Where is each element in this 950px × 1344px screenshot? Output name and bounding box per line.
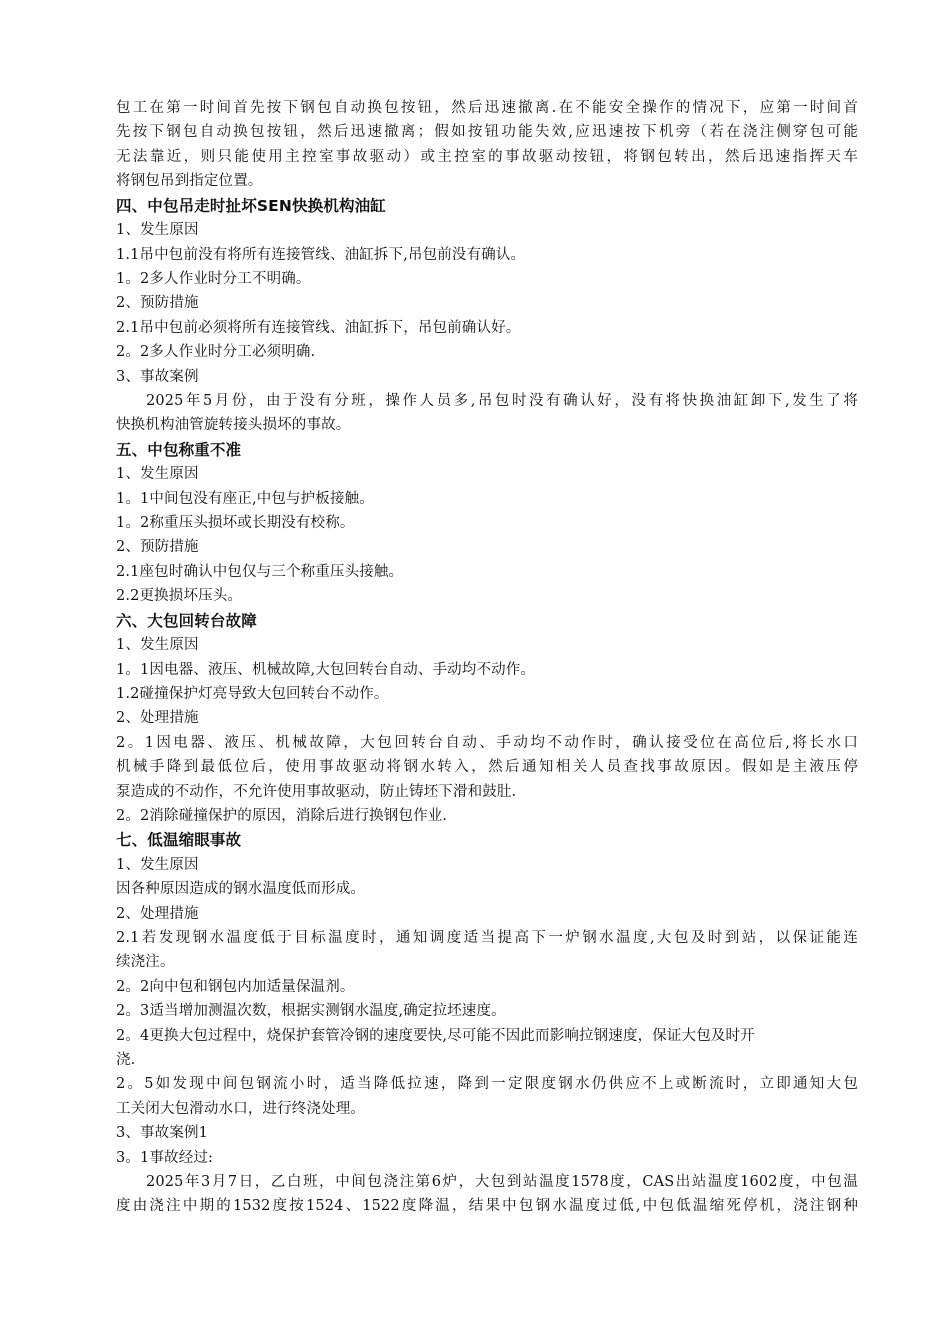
subsection-title: 1、发生原因	[116, 222, 199, 239]
subsection-title: 1、发生原因	[116, 856, 199, 873]
list-item-continued: 机械手降到最低位后，使用事故驱动将钢水转入，然后通知相关人员查找事故原因。假如是主液压停	[116, 759, 858, 776]
list-item-continued: 泵造成的不动作，不允许使用事故驱动，防止铸坯下滑和鼓肚.	[116, 783, 517, 800]
paragraph-line: 先按下钢包自动换包按钮，然后迅速撤离；假如按钮功能失效,应迅速按下机旁（若在浇注侧穿包可能	[116, 124, 858, 141]
document-page	[116, 96, 858, 1219]
subsection-title: 2、处理措施	[116, 710, 199, 727]
section-heading: 六、大包回转台故障	[116, 611, 257, 630]
subsection-title: 2、预防措施	[116, 295, 199, 312]
list-item: 2.1座包时确认中包仅与三个称重压头接触。	[116, 563, 404, 580]
subsection-title: 2、预防措施	[116, 539, 199, 556]
paragraph-line: 度由浇注中期的1532度按1524、1522度降温，结果中包钢水温度过低,中包低温缩死停机，浇注钢种	[116, 1198, 858, 1215]
paragraph-line: 因各种原因造成的钢水温度低而形成。	[116, 881, 366, 898]
paragraph-line: 无法靠近，则只能使用主控室事故驱动）或主控室的事故驱动按钮，将钢包转出，然后迅速指挥天车	[116, 148, 858, 165]
subsection-title: 1、发生原因	[116, 637, 199, 654]
list-item: 1。1中间包没有座正,中包与护板接触。	[116, 490, 374, 507]
paragraph-line: 将钢包吊到指定位置。	[116, 173, 263, 190]
paragraph-line: 2025年5月份，由于没有分班，操作人员多,吊包时没有确认好，没有将快换油缸卸下,发生了将	[146, 392, 858, 409]
subsection-title: 3、事故案例1	[116, 1125, 209, 1142]
list-item: 2。1因电器、液压、机械故障，大包回转台自动、手动均不动作时，确认接受位在高位后,将长水口	[116, 734, 858, 751]
list-item: 2。2消除碰撞保护的原因，消除后进行换钢包作业.	[116, 807, 448, 824]
subsection-title: 1、发生原因	[116, 466, 199, 483]
list-item: 1。2多人作业时分工不明确。	[116, 270, 311, 287]
list-item: 2.1吊中包前必须将所有连接管线、油缸拆下，吊包前确认好。	[116, 319, 521, 336]
list-item: 3。1事故经过:	[116, 1149, 214, 1166]
list-item: 2。2多人作业时分工必须明确.	[116, 344, 316, 361]
list-item-continued: 浇.	[116, 1052, 136, 1069]
section-heading: 五、中包称重不准	[116, 440, 242, 459]
section-heading: 四、中包吊走时扯坏SEN快换机构油缸	[116, 196, 386, 215]
list-item: 2。4更换大包过程中，烧保护套管冷钢的速度要快,尽可能不因此而影响拉钢速度，保证大包及时开	[116, 1027, 755, 1044]
paragraph-line: 快换机构油管旋转接头损坏的事故。	[116, 417, 351, 434]
section-heading: 七、低温缩眼事故	[116, 831, 242, 850]
list-item-continued: 工关闭大包滑动水口，进行终浇处理。	[116, 1100, 366, 1117]
list-item: 1.2碰撞保护灯亮导致大包回转台不动作。	[116, 685, 389, 702]
paragraph-line: 2025年3月7日，乙白班，中间包浇注第6炉，大包到站温度1578度，CAS出站温度1602度，中包温	[146, 1174, 858, 1190]
list-item: 2。2向中包和钢包内加适量保温剂。	[116, 978, 355, 995]
list-item: 1。1因电器、液压、机械故障,大包回转台自动、手动均不动作。	[116, 661, 536, 678]
list-item: 2.1若发现钢水温度低于目标温度时，通知调度适当提高下一炉钢水温度,大包及时到站，以保证能连	[116, 930, 858, 947]
list-item: 1。2称重压头损坏或长期没有校称。	[116, 515, 355, 532]
paragraph-line: 包工在第一时间首先按下钢包自动换包按钮，然后迅速撤离.在不能安全操作的情况下，应第一时间首	[116, 100, 858, 116]
subsection-title: 2、处理措施	[116, 905, 199, 922]
subsection-title: 3、事故案例	[116, 368, 199, 385]
list-item: 2。3适当增加测温次数，根据实测钢水温度,确定拉坯速度。	[116, 1003, 506, 1020]
list-item: 2.2更换损坏压头。	[116, 588, 243, 605]
list-item: 1.1吊中包前没有将所有连接管线、油缸拆下,吊包前没有确认。	[116, 246, 526, 263]
list-item-continued: 续浇注。	[116, 954, 175, 971]
list-item: 2。5如发现中间包钢流小时，适当降低拉速，降到一定限度钢水仍供应不上或断流时，立即通知大包	[116, 1076, 858, 1093]
